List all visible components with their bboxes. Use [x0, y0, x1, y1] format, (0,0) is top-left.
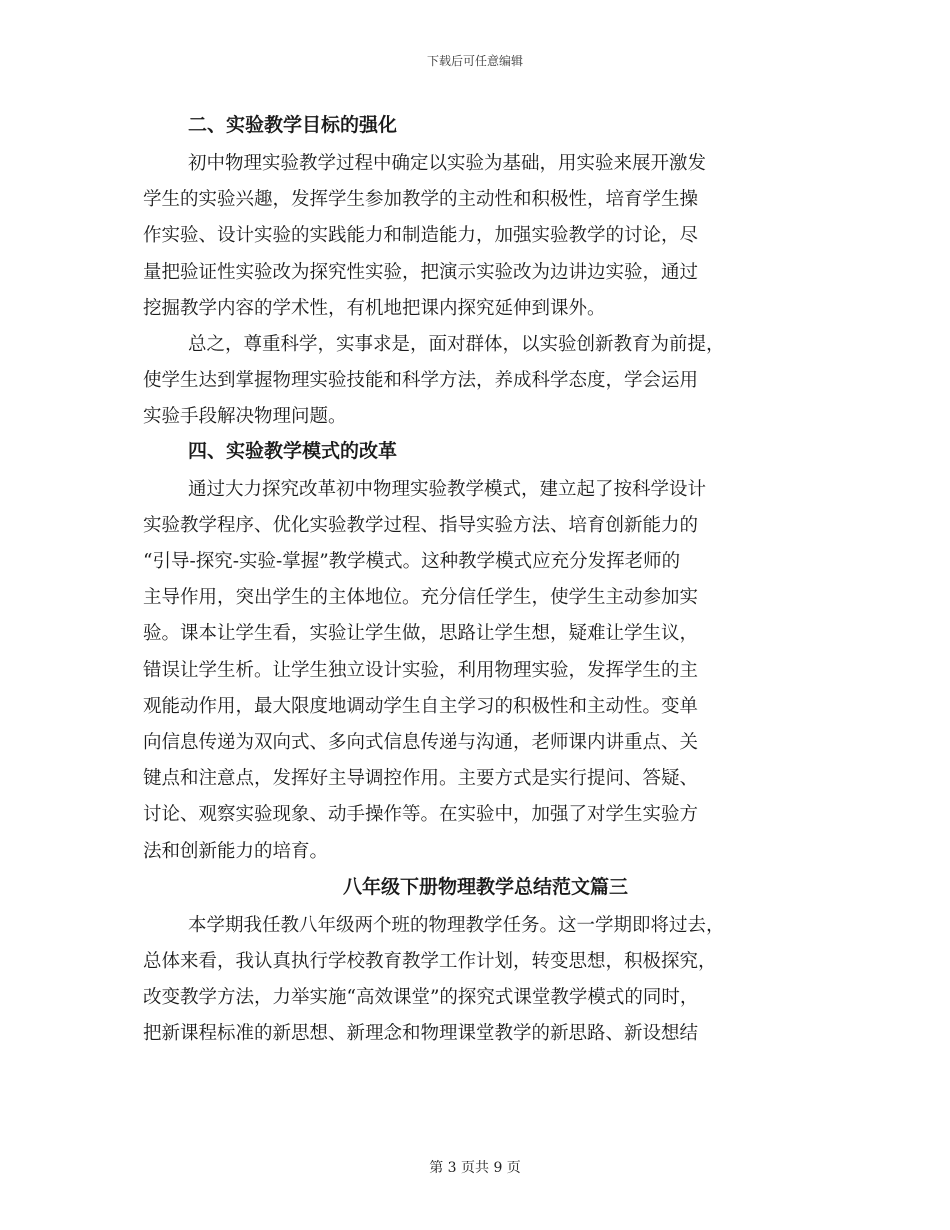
- text-line: 法和创新能力的培育。: [143, 840, 329, 862]
- paragraph: [143, 146, 808, 327]
- text-line: 总体来看，我认真执行学校教育教学工作计划，转变思想，积极探究，: [143, 951, 717, 973]
- text-line: 本学期我任教八年级两个班的物理教学任务。这一学期即将过去，: [188, 914, 725, 936]
- text-line: “引导-探究-实验-掌握”教学模式。这种教学模式应充分发挥老师的: [143, 551, 681, 573]
- paragraph: [143, 472, 808, 870]
- section-heading-model-reform: 四、实验教学模式的改革: [188, 439, 398, 462]
- article-title: 八年级下册物理教学总结范文篇三: [342, 875, 628, 898]
- text-line: 实验教学程序、优化实验教学过程、指导实验方法、培育创新能力的: [143, 514, 699, 536]
- text-line: 实验手段解决物理问题。: [143, 406, 347, 428]
- page-header: 下载后可任意编辑: [426, 54, 523, 68]
- text-line: 主导作用，突出学生的主体地位。充分信任学生，使学生主动参加实: [143, 587, 699, 609]
- text-line: 作实验、设计实验的实践能力和制造能力，加强实验教学的讨论，尽: [143, 225, 699, 247]
- text-line: 学生的实验兴趣，发挥学生参加教学的主动性和积极性，培育学生操: [143, 189, 699, 211]
- section-heading-objectives: 二、实验教学目标的强化: [188, 114, 398, 136]
- text-line: 向信息传递为双向式、多向式信息传递与沟通，老师课内讲重点、关: [143, 732, 699, 754]
- text-line: 通过大力探究改革初中物理实验教学模式，建立起了按科学设计: [188, 478, 707, 500]
- text-line: 总之，尊重科学，实事求是，面对群体，以实验创新教育为前提，: [188, 334, 725, 356]
- document-body: [143, 110, 808, 1053]
- text-line: 把新课程标准的新思想、新理念和物理课堂教学的新思路、新设想结: [143, 1023, 699, 1045]
- text-line: 验。课本让学生看，实验让学生做，思路让学生想，疑难让学生议，: [143, 623, 699, 645]
- page-footer: 第 3 页共 9 页: [429, 1160, 521, 1176]
- text-line: 错误让学生析。让学生独立设计实验，利用物理实验，发挥学生的主: [143, 659, 699, 681]
- text-line: 使学生达到掌握物理实验技能和科学方法，养成科学态度，学会运用: [143, 370, 699, 392]
- text-line: 观能动作用，最大限度地调动学生自主学习的积极性和主动性。变单: [143, 695, 699, 717]
- text-line: 量把验证性实验改为探究性实验，把演示实验改为边讲边实验，通过: [143, 261, 699, 283]
- paragraph: [143, 327, 808, 436]
- text-line: 初中物理实验教学过程中确定以实验为基础，用实验来展开激发: [188, 153, 707, 174]
- text-line: 讨论、观察实验现象、动手操作等。在实验中，加强了对学生实验方: [143, 804, 699, 826]
- text-line: 改变教学方法，力举实施“高效课堂”的探究式课堂教学模式的同时，: [143, 987, 699, 1009]
- text-line: 挖掘教学内容的学术性，有机地把课内探究延伸到课外。: [143, 297, 606, 319]
- text-line: 键点和注意点，发挥好主导调控作用。主要方式是实行提问、答疑、: [143, 768, 699, 790]
- paragraph: [143, 908, 808, 1053]
